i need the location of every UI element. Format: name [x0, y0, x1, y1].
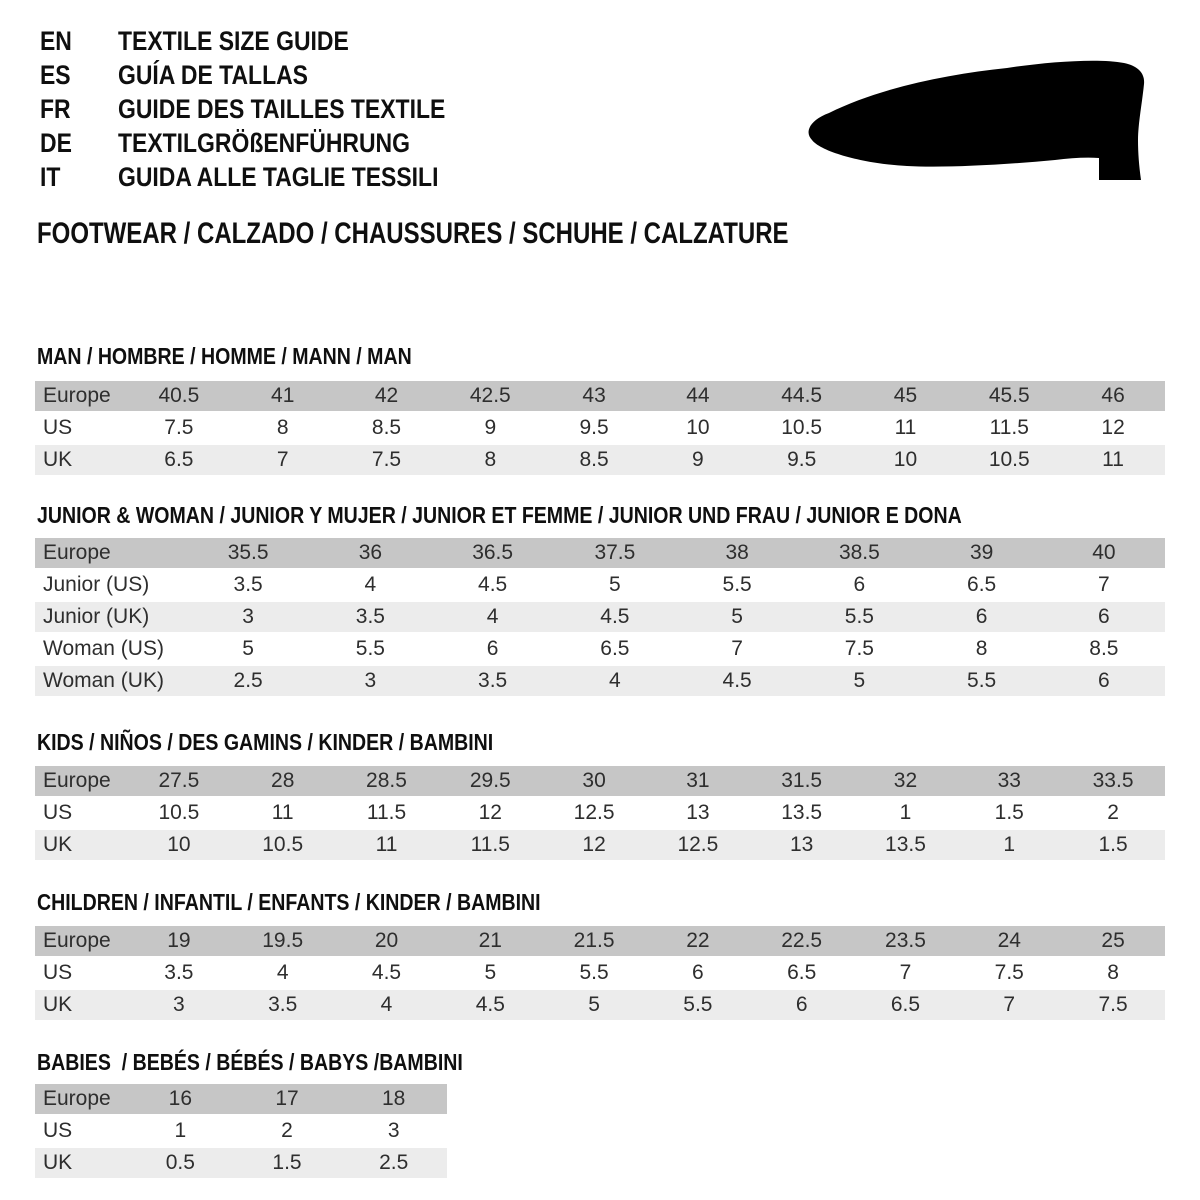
size-value: 10: [686, 416, 710, 439]
size-value: 9.5: [787, 448, 817, 471]
table-header-row: [35, 381, 1165, 411]
table-row: [35, 798, 1165, 828]
row-label: US: [43, 961, 73, 984]
language-header: [40, 24, 503, 194]
size-value: 42: [374, 384, 399, 407]
size-value: 1.5: [1098, 833, 1128, 856]
size-value: 11: [894, 416, 917, 439]
row-label: Europe: [43, 1087, 111, 1110]
size-value: 5: [588, 993, 600, 1016]
size-value: 6: [486, 637, 499, 660]
size-value: 24: [997, 929, 1021, 952]
size-value: 44.5: [781, 384, 823, 407]
size-value: 4: [486, 605, 499, 628]
row-label: Europe: [43, 541, 111, 564]
size-value: 5: [484, 961, 497, 984]
size-value: 5: [609, 573, 621, 596]
category-heading-text: FOOTWEAR / CALZADO / CHAUSSURES / SCHUHE / CALZATURE: [37, 217, 789, 250]
table-row: [35, 570, 1165, 600]
language-title: TEXTILGRÖßENFÜHRUNG: [118, 127, 410, 158]
size-value: 2: [281, 1119, 293, 1142]
section-title-man-text: MAN / HOMBRE / HOMME / MANN / MAN: [37, 343, 412, 369]
table-row: [35, 634, 1165, 664]
size-value: 10.5: [158, 801, 200, 824]
language-title: GUÍA DE TALLAS: [118, 59, 308, 90]
size-value: 38.5: [838, 541, 880, 564]
row-label: Junior (UK): [43, 605, 150, 628]
size-value: 22.5: [781, 929, 823, 952]
size-value: 1: [1003, 833, 1016, 856]
size-value: 7: [731, 637, 743, 660]
size-value: 5.5: [722, 573, 752, 596]
size-value: 4.5: [722, 669, 752, 692]
size-value: 12.5: [573, 801, 615, 824]
size-value: 29.5: [469, 769, 511, 792]
size-value: 6: [795, 993, 808, 1016]
size-value: 10: [167, 833, 191, 856]
size-value: 41: [271, 384, 295, 407]
size-value: 2.5: [233, 669, 263, 692]
size-value: 4.5: [475, 993, 505, 1016]
size-value: 7.5: [164, 416, 194, 439]
size-value: 36.5: [472, 541, 514, 564]
babies-size-table: [35, 1084, 447, 1180]
size-value: 6.5: [787, 961, 817, 984]
size-value: 23.5: [885, 929, 926, 952]
size-value: 3: [364, 669, 377, 692]
size-value: 7.5: [994, 961, 1024, 984]
size-value: 11: [271, 801, 294, 824]
size-value: 8.5: [371, 416, 402, 439]
size-value: 8.5: [1089, 637, 1119, 660]
section-title-kids: [37, 729, 574, 756]
size-value: 6.5: [967, 573, 997, 596]
size-value: 31: [686, 769, 710, 792]
size-value: 10.5: [988, 448, 1030, 471]
row-label: US: [43, 801, 73, 824]
section-title-babies: [37, 1049, 538, 1076]
language-title: GUIDE DES TAILLES TEXTILE: [118, 93, 446, 124]
size-value: 38: [725, 541, 749, 564]
size-value: 5: [853, 669, 866, 692]
size-value: 4.5: [478, 573, 508, 596]
size-value: 3.5: [164, 961, 194, 984]
table-row: [35, 1116, 447, 1146]
row-label: UK: [43, 1151, 73, 1174]
size-value: 40.5: [158, 384, 200, 407]
row-label: UK: [43, 993, 73, 1016]
language-code: DE: [40, 127, 72, 158]
size-value: 8: [975, 637, 988, 660]
row-label: Woman (UK): [43, 669, 164, 692]
row-label: Europe: [43, 929, 111, 952]
size-value: 6.5: [890, 993, 921, 1016]
size-value: 12.5: [677, 833, 719, 856]
size-value: 6: [1098, 605, 1110, 628]
table-header-row: [35, 926, 1165, 956]
section-title-babies-text: BABIES / BEBÉS / BÉBÉS / BABYS /BAMBINI: [37, 1049, 463, 1075]
size-value: 7: [1003, 993, 1016, 1016]
size-value: 13: [790, 833, 814, 856]
size-value: 27.5: [158, 769, 200, 792]
size-value: 5.5: [844, 605, 874, 628]
children-size-table: [35, 926, 1165, 1022]
size-value: 10.5: [262, 833, 304, 856]
size-value: 8.5: [579, 448, 609, 471]
row-label: UK: [43, 833, 73, 856]
size-value: 31.5: [781, 769, 823, 792]
size-value: 13.5: [885, 833, 926, 856]
size-value: 32: [893, 769, 918, 792]
size-value: 8: [276, 416, 289, 439]
size-value: 1.5: [272, 1151, 302, 1174]
size-value: 7.5: [844, 637, 874, 660]
size-value: 5: [242, 637, 254, 660]
section-title-man: [37, 343, 478, 370]
size-value: 3.5: [233, 573, 263, 596]
language-row: [40, 24, 503, 58]
size-value: 5.5: [355, 637, 385, 660]
size-value: 6: [692, 961, 704, 984]
size-value: 22: [686, 929, 710, 952]
kids-size-table: [35, 766, 1165, 862]
size-value: 4: [364, 573, 377, 596]
size-value: 5: [731, 605, 743, 628]
table-row: [35, 958, 1165, 988]
size-value: 44: [686, 384, 710, 407]
size-value: 45.5: [988, 384, 1030, 407]
size-value: 21.5: [573, 929, 615, 952]
table-row: [35, 830, 1165, 860]
table-row: [35, 602, 1165, 632]
size-value: 42.5: [469, 384, 511, 407]
size-value: 7.5: [371, 448, 402, 471]
size-value: 11.5: [470, 833, 510, 856]
section-title-children: [37, 889, 629, 916]
size-value: 45: [893, 384, 918, 407]
table-row: [35, 666, 1165, 696]
table-row: [35, 990, 1165, 1020]
size-value: 36: [358, 541, 383, 564]
size-value: 46: [1101, 384, 1125, 407]
size-value: 12: [582, 833, 606, 856]
size-value: 39: [969, 541, 994, 564]
size-value: 12: [478, 801, 502, 824]
size-value: 6: [1098, 669, 1110, 692]
language-row: [40, 160, 503, 194]
table-header-row: [35, 1084, 447, 1114]
table-row: [35, 1148, 447, 1178]
size-value: 3: [242, 605, 254, 628]
size-value: 6: [975, 605, 988, 628]
size-value: 10.5: [781, 416, 823, 439]
table-row: [35, 413, 1165, 443]
size-value: 6.5: [164, 448, 194, 471]
table-header-row: [35, 538, 1165, 568]
size-value: 3: [387, 1119, 400, 1142]
size-value: 16: [168, 1087, 193, 1110]
row-label: Woman (US): [43, 637, 164, 660]
shoe-icon: [800, 58, 1145, 188]
size-value: 18: [382, 1087, 406, 1110]
language-title: TEXTILE SIZE GUIDE: [118, 25, 349, 56]
size-value: 20: [374, 929, 399, 952]
size-value: 5.5: [967, 669, 997, 692]
size-value: 11: [1102, 448, 1124, 471]
section-title-children-text: CHILDREN / INFANTIL / ENFANTS / KINDER / BAMBINI: [37, 889, 541, 915]
row-label: US: [43, 416, 73, 439]
size-value: 21: [478, 929, 502, 952]
size-value: 3.5: [355, 605, 385, 628]
size-value: 19.5: [262, 929, 304, 952]
size-value: 0.5: [165, 1151, 195, 1174]
language-code: IT: [40, 161, 61, 192]
size-value: 13.5: [781, 801, 823, 824]
size-value: 10: [893, 448, 918, 471]
language-code: EN: [40, 25, 72, 56]
junior-woman-size-table: [35, 538, 1165, 698]
size-value: 9: [484, 416, 497, 439]
language-row: [40, 126, 503, 160]
size-value: 11.5: [989, 416, 1029, 439]
size-value: 25: [1101, 929, 1125, 952]
table-header-row: [35, 766, 1165, 796]
language-row: [40, 58, 503, 92]
size-value: 4: [276, 961, 289, 984]
size-value: 3.5: [268, 993, 298, 1016]
size-value: 43: [582, 384, 606, 407]
size-value: 4: [380, 993, 393, 1016]
size-value: 19: [167, 929, 191, 952]
section-title-junior-woman-text: JUNIOR & WOMAN / JUNIOR Y MUJER / JUNIOR ET FEMME / JUNIOR UND FRAU / JUNIOR E DONA: [37, 502, 962, 528]
size-value: 28: [271, 769, 295, 792]
size-value: 33.5: [1092, 769, 1134, 792]
man-size-table: [35, 381, 1165, 477]
size-value: 13: [686, 801, 710, 824]
size-value: 7: [899, 961, 912, 984]
section-title-kids-text: KIDS / NIÑOS / DES GAMINS / KINDER / BAMBINI: [37, 729, 494, 755]
size-value: 8: [484, 448, 497, 471]
language-row: [40, 92, 503, 126]
language-title: GUIDA ALLE TAGLIE TESSILI: [118, 161, 439, 192]
language-code: FR: [40, 93, 71, 124]
size-value: 1: [899, 801, 912, 824]
table-row: [35, 445, 1165, 475]
size-value: 7: [276, 448, 289, 471]
size-value: 11.5: [366, 801, 407, 824]
size-value: 1.5: [994, 801, 1024, 824]
size-value: 4.5: [600, 605, 630, 628]
language-code: ES: [40, 59, 71, 90]
size-value: 2: [1107, 801, 1119, 824]
size-value: 7.5: [1098, 993, 1128, 1016]
row-label: Europe: [43, 769, 111, 792]
row-label: Europe: [43, 384, 111, 407]
size-value: 37.5: [594, 541, 636, 564]
size-value: 11: [375, 833, 398, 856]
size-value: 9: [692, 448, 704, 471]
size-value: 17: [275, 1087, 299, 1110]
size-value: 12: [1101, 416, 1125, 439]
size-value: 9.5: [579, 416, 609, 439]
size-value: 28.5: [366, 769, 407, 792]
size-value: 5.5: [579, 961, 609, 984]
size-value: 4: [609, 669, 621, 692]
size-value: 3: [173, 993, 185, 1016]
size-value: 33: [997, 769, 1021, 792]
size-value: 4.5: [371, 961, 402, 984]
size-value: 6: [853, 573, 866, 596]
size-value: 3.5: [478, 669, 508, 692]
row-label: Junior (US): [43, 573, 150, 596]
row-label: US: [43, 1119, 73, 1142]
size-value: 1: [174, 1119, 187, 1142]
size-value: 8: [1107, 961, 1119, 984]
size-value: 7: [1098, 573, 1110, 596]
category-heading: [37, 217, 976, 251]
size-value: 30: [582, 769, 606, 792]
size-value: 6.5: [600, 637, 630, 660]
size-value: 5.5: [683, 993, 713, 1016]
row-label: UK: [43, 448, 73, 471]
size-value: 2.5: [379, 1151, 409, 1174]
size-value: 40: [1092, 541, 1116, 564]
section-title-junior-woman: [37, 502, 1125, 529]
size-value: 35.5: [227, 541, 269, 564]
